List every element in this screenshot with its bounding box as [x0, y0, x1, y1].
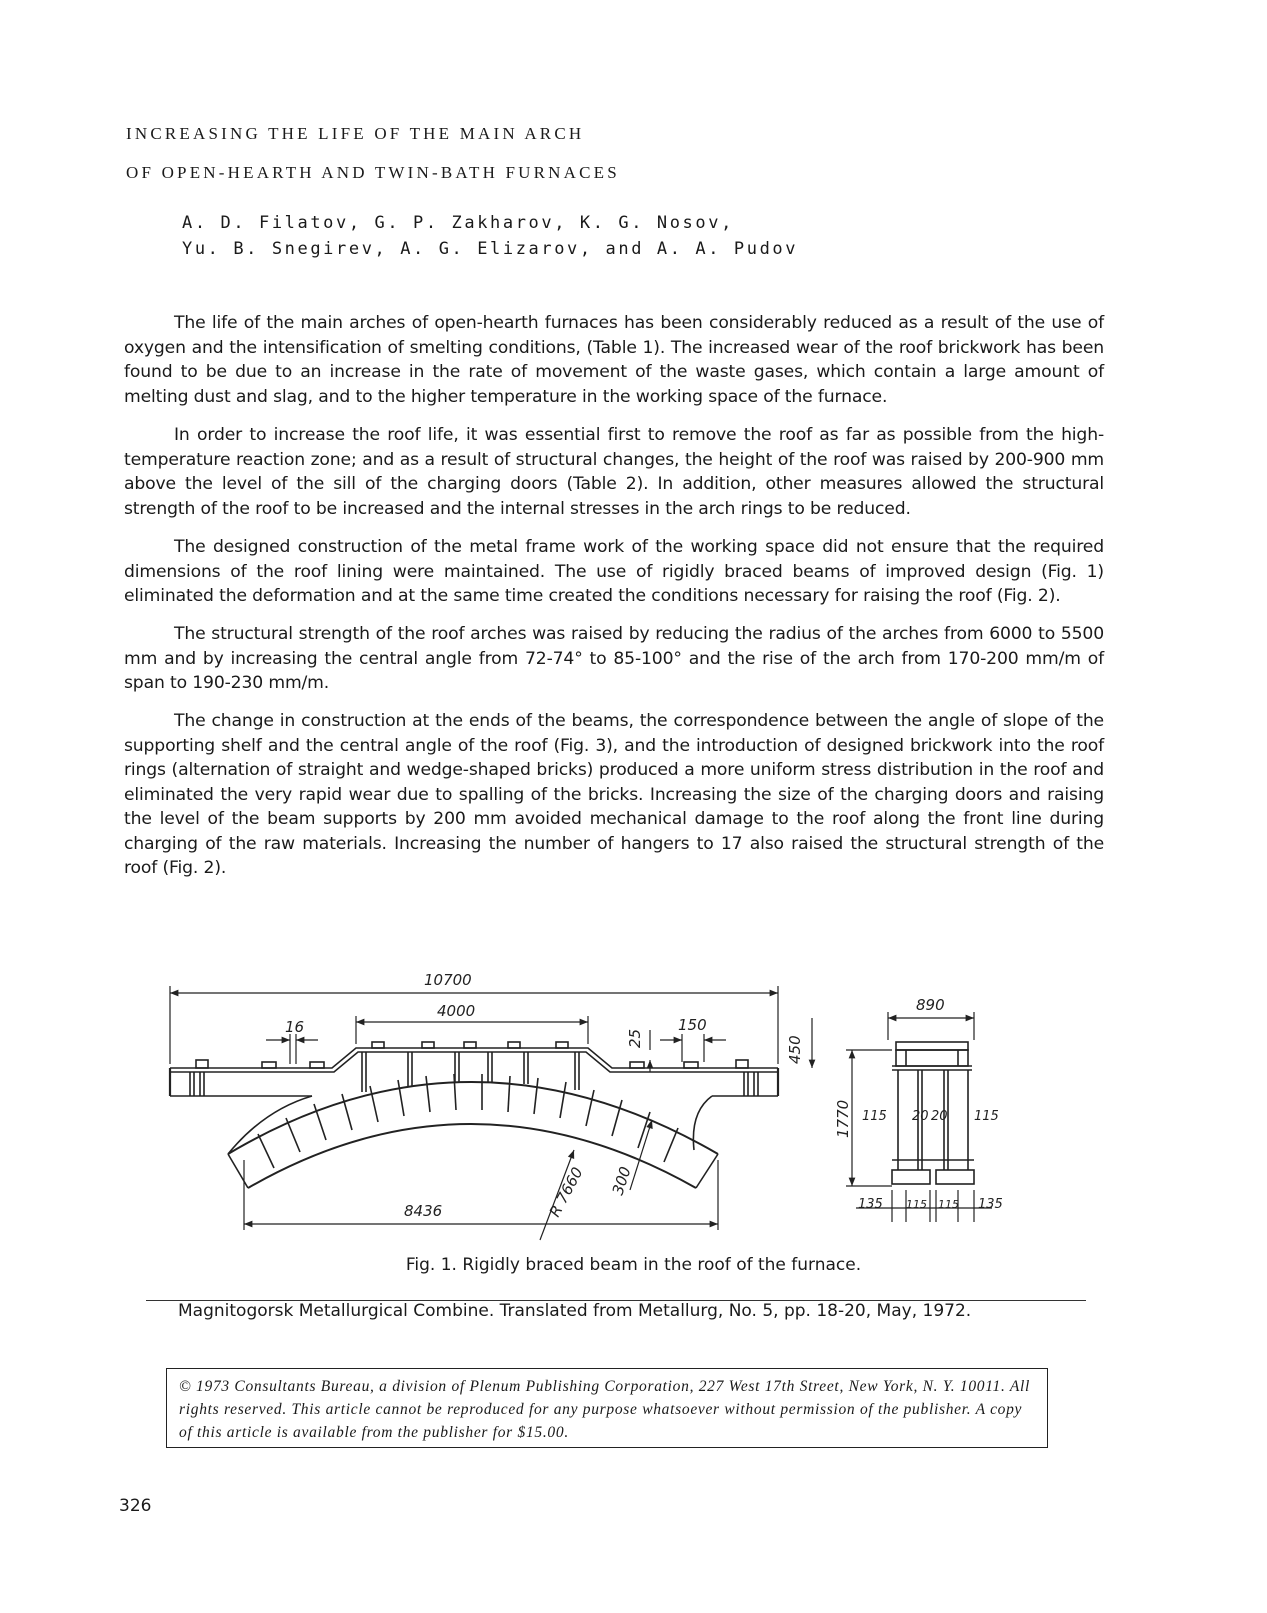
paragraph-5: The change in construction at the ends of the beams, the correspondence between the angle of slope of the supporting shelf and the central angle of the roof (Fig. 3), and the introduction of designed brickwork into the roof rings (alternation of straight and wedge-shaped bricks) produced a more uniform stress distribution in the roof and eliminated the very rapid wear due to spalling of the bricks. Increasing the size of the charging doors and raising the level of the beam supports by 200 mm avoided mechanical damage to the roof along the front line during charging of the raw materials. Increasing the number of hangers to 17 also raised the structural strength of the roof (Fig. 2). [124, 711, 1104, 878]
dim-20-left: 20 [912, 1109, 929, 1124]
dim-890: 890 [916, 996, 945, 1014]
dim-115-bottom-right: 115 [938, 1198, 959, 1211]
dim-115-bottom-left: 115 [906, 1198, 927, 1211]
dim-115-right: 115 [974, 1109, 999, 1124]
authors-line-2: Yu. B. Snegirev, A. G. Elizarov, and A. A. Pudov [182, 239, 799, 259]
paragraph-1: The life of the main arches of open-hearth furnaces has been considerably reduced as a result of the use of oxygen and the intensification of smelting conditions, (Table 1). The increased wear of the roof brickwork has been found to be due to an increase in the rate of movement of the waste gases, which contain a large amount of melting dust and slag, and to the higher temperature in the working space of the furnace. [124, 313, 1104, 407]
dim-4000: 4000 [437, 1002, 476, 1020]
beam-elevation [170, 1042, 778, 1188]
title-line-2: OF OPEN-HEARTH AND TWIN-BATH FURNACES [126, 163, 620, 182]
paragraph-4: The structural strength of the roof arches was raised by reducing the radius of the arches from 6000 to 5500 mm and by increasing the central angle from 72-74° to 85-100° and the rise of the arch from 170-200 mm/m of span to 190-230 mm/m. [124, 624, 1104, 693]
dim-1770: 1770 [834, 1099, 852, 1138]
dim-25: 25 [626, 1028, 644, 1048]
figure-caption: Fig. 1. Rigidly braced beam in the roof of the furnace. [405, 1255, 862, 1275]
figure-1-drawing [160, 965, 1020, 1255]
paragraph-2: In order to increase the roof life, it was essential first to remove the roof as far as possible from the high-temperature reaction zone; and as a result of structural changes, the height of the roof was raised by 200-900 mm above the level of the sill of the charging doors (Table 2). In addition, other measures allowed the structural strength of the roof to be increased and the internal stresses in the arch rings to be reduced. [124, 425, 1104, 519]
copyright-box: © 1973 Consultants Bureau, a division of Plenum Publishing Corporation, 227 West 17th Street, New York, N. Y. 10011. All rights reserved. This article cannot be reproduced for any purpose whatsoever without permission of the publisher. A copy of this article is available from the publisher for $15.00. [166, 1368, 1048, 1448]
page-number: 326 [119, 1496, 152, 1516]
dim-8436: 8436 [404, 1202, 443, 1220]
authors-line-1: A. D. Filatov, G. P. Zakharov, K. G. Nosov, [182, 213, 734, 233]
dim-450: 450 [786, 1035, 804, 1064]
dim-10700: 10700 [424, 971, 472, 989]
paragraph-3: The designed construction of the metal frame work of the working space did not ensure that the required dimensions of the roof lining were maintained. The use of rigidly braced beams of improved design (Fig. 1) eliminated the deformation and at the same time created the conditions necessary for raising the roof (Fig. 2). [124, 537, 1104, 606]
title-line-1: INCREASING THE LIFE OF THE MAIN ARCH [126, 124, 585, 143]
dim-16: 16 [285, 1018, 305, 1036]
footnote-affiliation: Magnitogorsk Metallurgical Combine. Translated from Metallurg, No. 5, pp. 18-20, May, 1972. [178, 1301, 972, 1321]
dim-300: 300 [608, 1164, 635, 1198]
dim-20-right: 20 [931, 1109, 948, 1124]
dim-135-right: 135 [978, 1197, 1003, 1212]
dimension-lines [170, 986, 812, 1240]
dim-150: 150 [678, 1016, 707, 1034]
dim-115-left: 115 [862, 1109, 887, 1124]
dim-135-left: 135 [858, 1197, 883, 1212]
dim-r7660: R 7660 [545, 1164, 587, 1220]
